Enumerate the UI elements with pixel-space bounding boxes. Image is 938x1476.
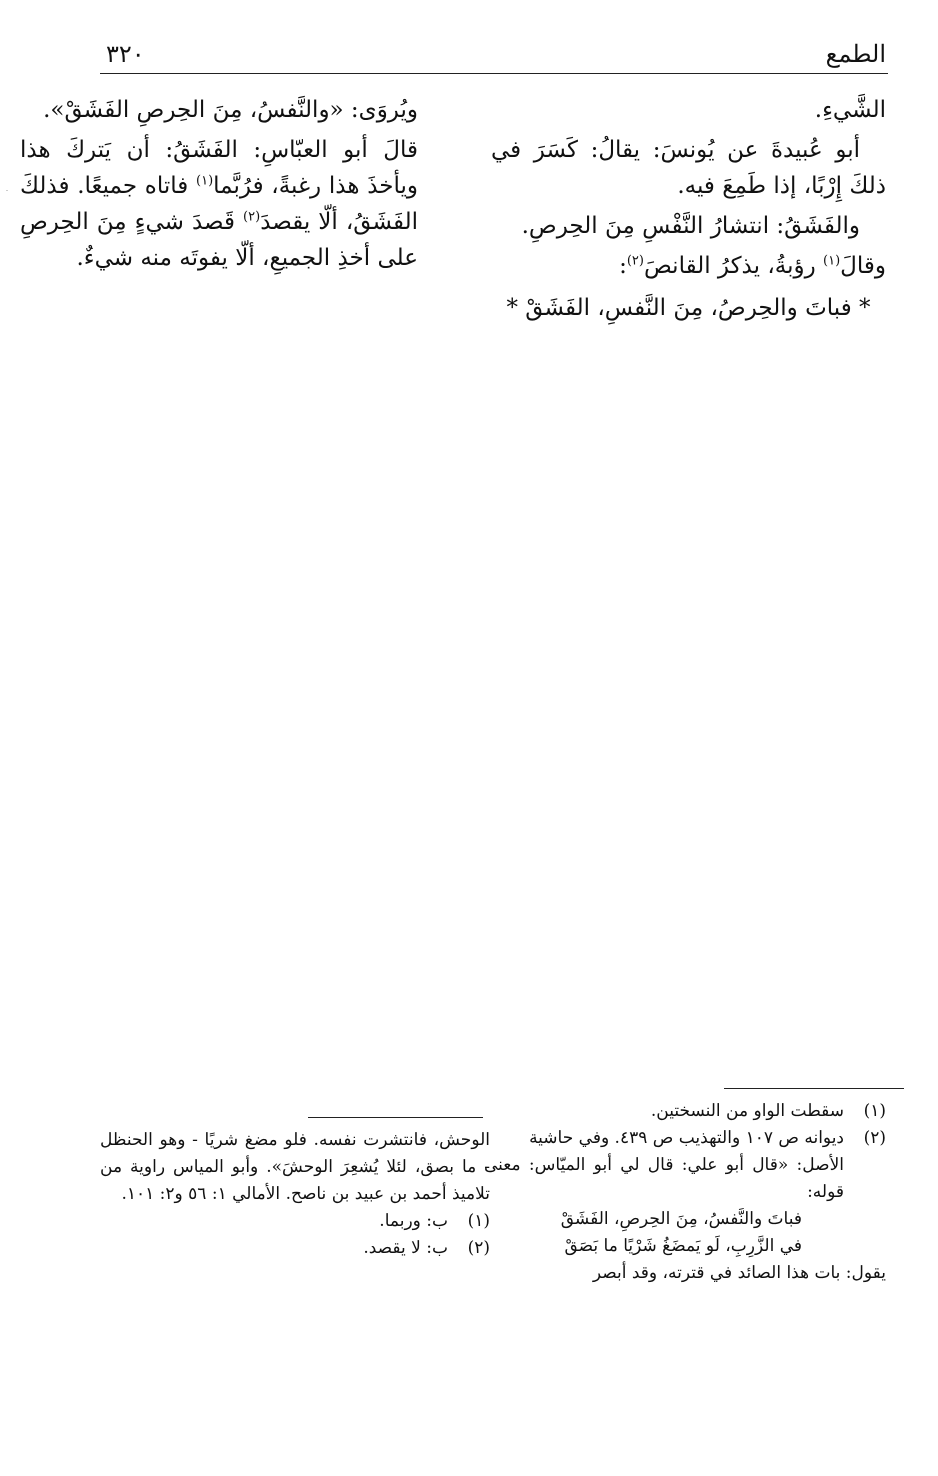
footnote-text: ديوانه ص ١٠٧ والتهذيب ص ٤٣٩. وفي حاشية (529, 1128, 844, 1148)
paragraph (20, 132, 418, 276)
running-title: الطمع (825, 40, 886, 68)
scan-artifact (6, 190, 8, 191)
footnotes-left-column (100, 1127, 490, 1262)
footnote-marker: (٢) (626, 253, 644, 269)
text-run: قَصدَ شيءٍ مِنَ الحِرصِ على أخذِ الجميعِ، ألّا يفوتَه منه شيءٌ. (20, 209, 418, 271)
text-run: رؤبةُ، يذكرُ القانصَ (643, 253, 816, 279)
footnote-continuation: الوحش، فانتشرت نفسه. فلو مضغ شريًا - وهو الحنظل - ما بصق، لئلا يُشعِرَ الوحشَ». وأبو المياس راوية من تلاميذ أحمد بن عبيد بن ناصح. الأمالي ١: ٥٦ و٢: ١٠١. (100, 1130, 490, 1204)
footnotes-right-column (484, 1098, 886, 1287)
footnote-rule (724, 1088, 904, 1089)
footnote-continuation: الأصل: «قال أبو علي: قال لي أبو الميّاس: معنى قوله: (484, 1155, 844, 1202)
footnote (100, 1208, 490, 1235)
text-run: : (619, 253, 627, 279)
header-rule (100, 73, 888, 74)
footnote-text: ب: وربما. (379, 1211, 448, 1231)
footnote-number: (٢) (467, 1238, 490, 1258)
footnote (484, 1098, 886, 1125)
footnote-verse-line: في الزَّرِبِ، لَو يَمضَغُ شَرْيًا ما بَصَقْ (564, 1236, 802, 1256)
footnote-marker: (١) (823, 253, 841, 269)
main-text-left-column (20, 92, 418, 280)
footnote (484, 1125, 886, 1152)
text-run: فاتاه جميعًا. فذلكَ الفَشَقُ، ألّا يقصدَ (20, 173, 419, 235)
footnote-rule (308, 1117, 483, 1118)
footnote-continuation: يقول: بات هذا الصائد في قترته، وقد أبصر (592, 1263, 886, 1283)
footnote-verse-line: فباتَ والنَّفسُ، مِنَ الحِرصِ، الفَشَقْ (560, 1209, 802, 1229)
footnote (100, 1235, 490, 1262)
footnote-marker: (١) (196, 173, 214, 189)
footnote-number: (٢) (863, 1128, 886, 1148)
paragraph: ويُروَى: «والنَّفسُ، مِنَ الحِرصِ الفَشَقْ». (43, 97, 418, 123)
footnote-marker: (٢) (243, 209, 261, 225)
page-number: ٣٢٠ (106, 40, 145, 68)
footnote-text: سقطت الواو من النسختين. (650, 1101, 844, 1121)
text-run: قالَ أبو العبّاسِ: الفَشَقُ: أن يَتركَ هذا ويأخذَ هذا رغبةً، فرُبَّما (20, 137, 419, 199)
main-text-right-column (491, 92, 886, 330)
footnote-number: (١) (863, 1101, 886, 1121)
paragraph: الشَّيءِ. (814, 97, 886, 123)
footnote-number: (١) (467, 1211, 490, 1231)
footnote-text: ب: لا يقصد. (363, 1238, 448, 1258)
paragraph: أبو عُبيدةَ عن يُونسَ: يقالُ: كَسَرَ في ذلكَ إِرْبًا، إذا طَمِعَ فيه. (491, 137, 886, 199)
verse-line: * فباتَ والحِرصُ، مِنَ النَّفسِ، الفَشَقْ * (506, 295, 871, 321)
paragraph: والفَشَقُ: انتشارُ النَّفْسِ مِنَ الحِرصِ. (521, 213, 860, 239)
text-run: وقالَ (840, 253, 886, 279)
paragraph (491, 248, 886, 284)
